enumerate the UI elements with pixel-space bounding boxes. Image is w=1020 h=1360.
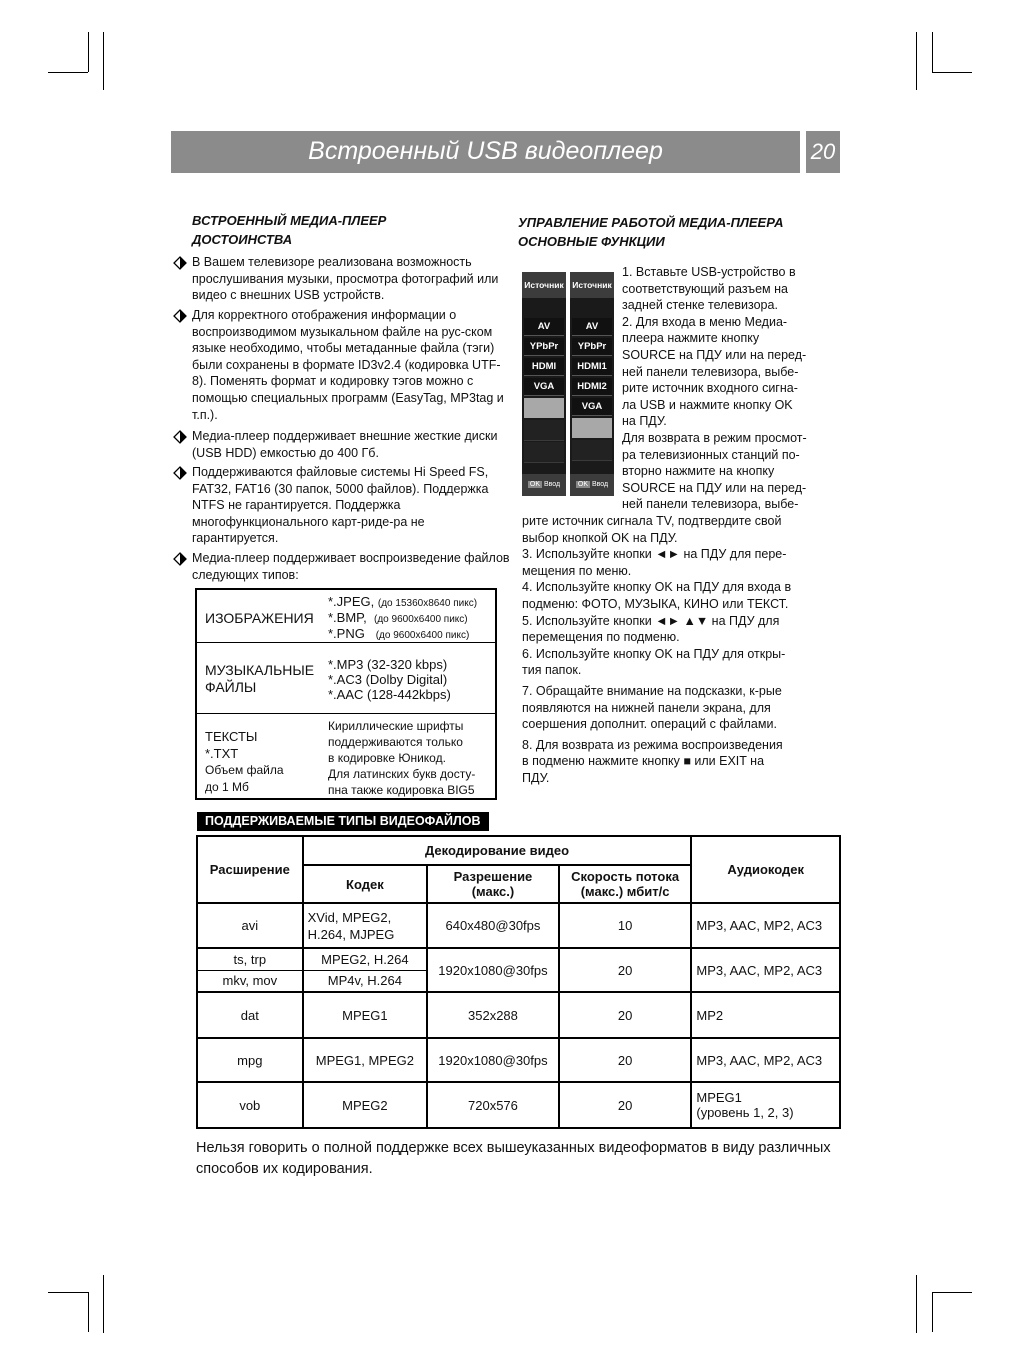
steps-narrow: 1. Вставьте USB-устройство в соответствующий разъем на задней стенке телевизора. 2. Для входа в меню Медиа- плеера нажмите кнопку SOURCE на ПДУ или на перед- ней панели телевизора, выбе- рите источник входного сигна- ла USB и нажмите кнопку OK на ПДУ. Для возврата в режим просмот- ра телевизионных станций по- вторно нажмите на кнопку SOURCE на ПДУ или на перед- ней панели телевизора, выбе- [622,265,807,512]
diamond-bullet-icon [173,552,187,566]
page-title: Встроенный USB видеоплеер [308,137,663,165]
video-formats-table [196,835,841,1129]
table-row: vob MPEG2 720x576 20 MPEG1 (уровень 1, 2, 3) [197,1082,840,1128]
formats-row-music: МУЗЫКАЛЬНЫЕ ФАЙЛЫ *.MP3 (32-320 kbps) *.AC3 (Dolby Digital) *.AAC (128-442kbps) [197,643,495,714]
table-row: mpg MPEG1, MPEG2 1920x1080@30fps 20 MP3, AAC, MP2, AC3 [197,1038,840,1082]
list-item: В Вашем телевизоре реализована возможность прослушивания музыки, просмотра фотографий или видео с внешних USB устройств. [173,254,511,304]
page-number: 20 [806,131,840,173]
list-item: Для корректного отображения информации о воспроизводимом музыкальном файле на рус-ском языке необходимо, чтобы метаданные файла (тэги) были сохранены в формате ID3v2.4 (кодировка UTF-8). Поменять формат и кодировку тэгов можно с помощью специальных программ (EasyTag, MP3tag и т.п.). [173,307,511,423]
header-banner [171,131,800,173]
diamond-bullet-icon [173,430,187,444]
table-row: dat MPEG1 352x288 20 MP2 [197,992,840,1038]
formats-row-texts: ТЕКСТЫ *.TXT Объем файла до 1 Мб Кириллические шрифты поддерживаются только в кодировке Юникод. Для латинских букв досту- пна также кодировка BIG5 [205,719,476,797]
table-row: Кодек Разрешение (макс.) Скорость потока (макс.) мбит/с [197,865,840,903]
selected-slot [524,398,564,418]
table-row: ts, trp mkv, mov MPEG2, H.264 MP4v, H.264 1920x1080@30fps 20 MP3, AAC, MP2, AC3 [197,948,840,992]
file-formats-table [195,588,497,800]
diamond-bullet-icon [173,466,187,480]
source-menu-screenshot-2: Источник AV YPbPr HDMI1 HDMI2 VGA OK Ввод [570,272,614,496]
source-menu-screenshot-1: Источник AV YPbPr HDMI VGA OK Ввод [522,272,566,496]
steps-wide: рите источник сигнала TV, подтвердите свой выбор кнопкой OK на ПДУ. 3. Используйте кнопки ◄► на ПДУ для пере- мещения по меню. 4. Используйте кнопку OK на ПДУ для входа в подменю: ФОТО, МУЗЫКА, КИНО или ТЕКСТ. 5. Используйте кнопки ◄► ▲▼ на ПДУ для перемещения по подменю. 6. Используйте кнопку OK на ПДУ для откры- тия папок. 7. Обращайте внимание на подсказки, к-рые появляются на нижней панели экрана, для соершения дополнит. операций с файлами. 8. Для возврата из режима воспроизведения в подменю нажмите кнопку ■ или EXIT на ПДУ. [522,514,792,785]
formats-row-images: ИЗОБРАЖЕНИЯ *.JPEG, (до 15360x8640 пикс) *.BMP, (до 9600x6400 пикс) *.PNG (до 9600x6400 пикс) [197,590,495,643]
selected-slot [572,418,612,438]
right-heading: УПРАВЛЕНИЕ РАБОТОЙ МЕДИА-ПЛЕЕРА ОСНОВНЫЕ ФУНКЦИИ [518,215,784,249]
table-row: avi XVid, MPEG2, H.264, MJPEG 640x480@30fps 10 MP3, AAC, MP2, AC3 [197,903,840,948]
compatibility-note: Нельзя говорить о полной поддержке всех вышеуказанных видеоформатов в виду различных способов их кодирования. [196,1140,831,1177]
list-item: Поддерживаются файловые системы Hi Speed FS, FAT32, FAT16 (30 папок, 5000 файлов). Поддержка NTFS не гарантируется. Поддержка многофункционального карт-риде-ра не гарантируется. [173,464,511,547]
diamond-bullet-icon [173,256,187,270]
list-item: Медиа-плеер поддерживает внешние жесткие диски (USB HDD) емкостью до 400 Гб. [173,428,511,461]
left-heading: ВСТРОЕННЫЙ МЕДИА-ПЛЕЕР ДОСТОИНСТВА [192,213,387,247]
diamond-bullet-icon [173,309,187,323]
table-row: Расширение Декодирование видео Аудиокодек [197,836,840,865]
list-item: Медиа-плеер поддерживает воспроизведение файлов следующих типов: [173,550,511,583]
section-label: ПОДДЕРЖИВАЕМЫЕ ТИПЫ ВИДЕОФАЙЛОВ [197,812,489,831]
